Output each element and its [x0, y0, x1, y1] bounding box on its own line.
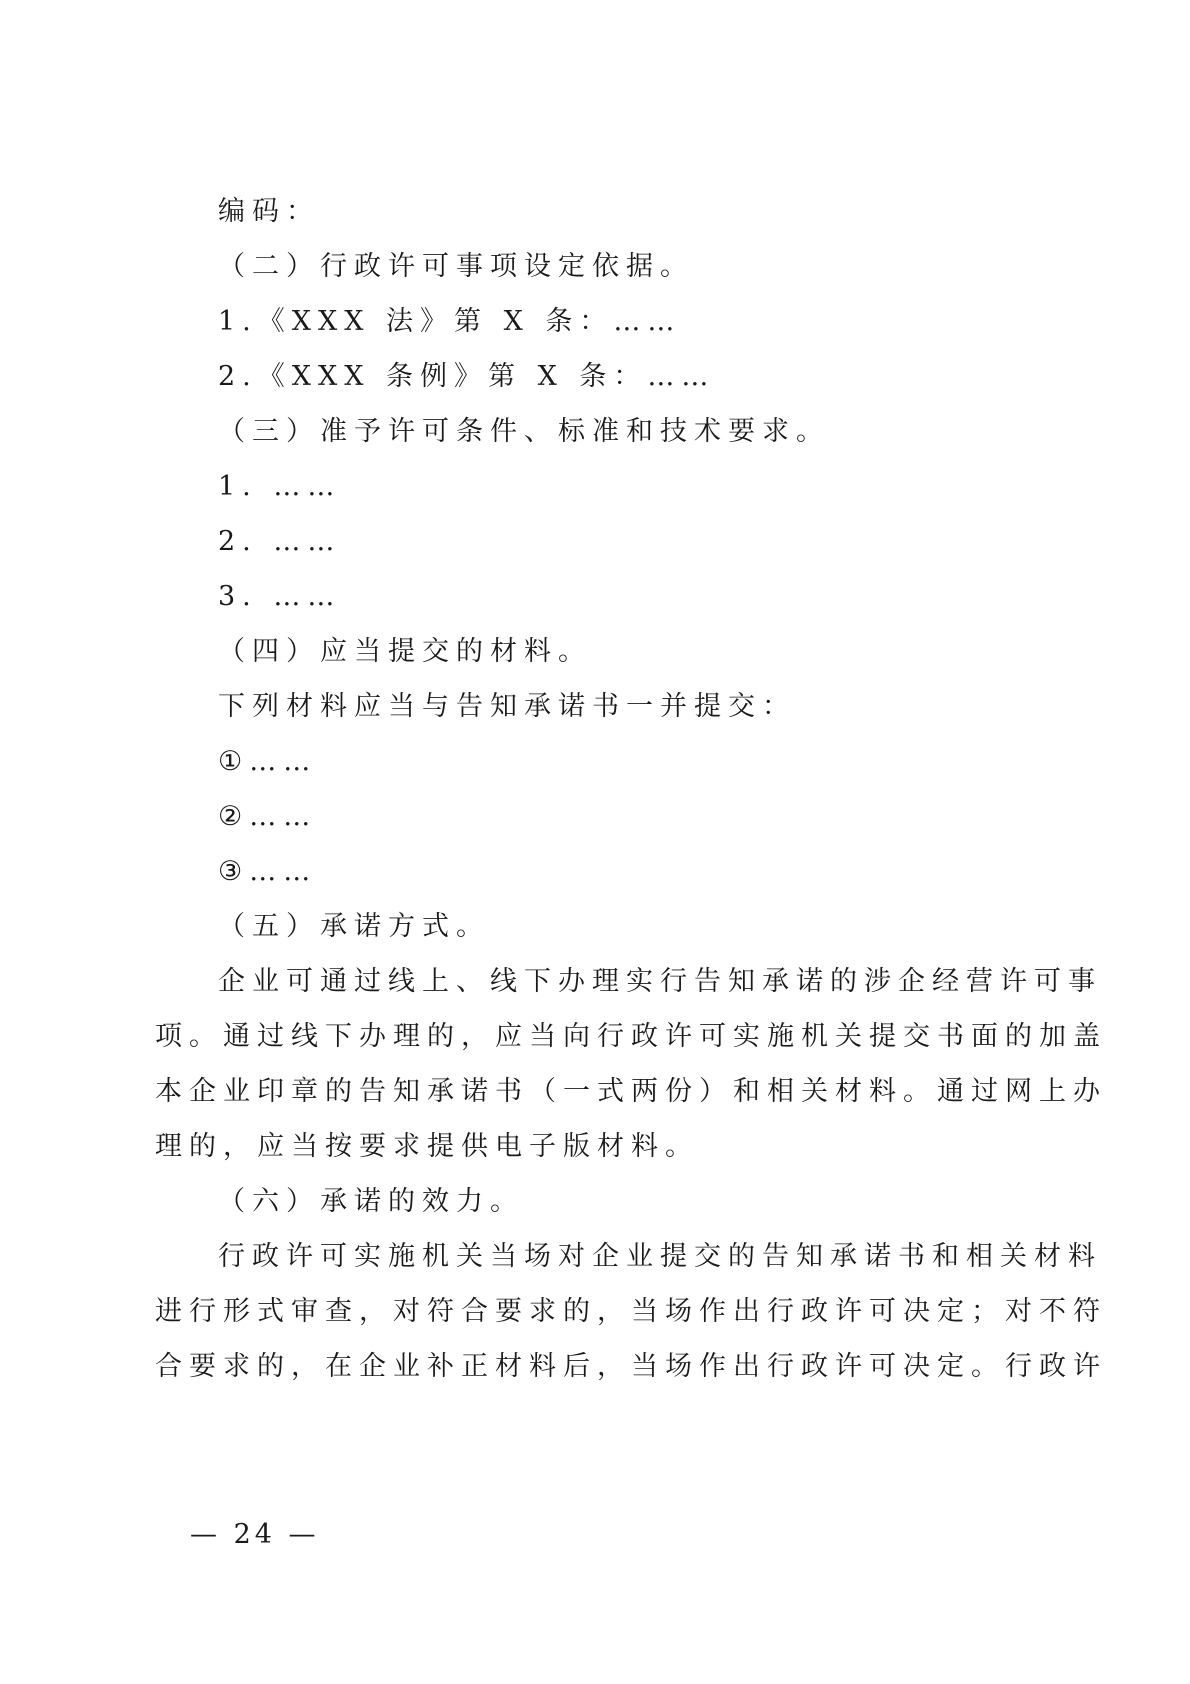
list-item: 1.《XXX 法》第 X 条：…… [218, 306, 682, 337]
list-item: 3. …… [218, 581, 342, 612]
list-item: 2.《XXX 条例》第 X 条：…… [218, 361, 716, 392]
paragraph-line: 行政许可实施机关当场对企业提交的告知承诺书和相关材料 [218, 1241, 1102, 1272]
paragraph-line: 理的，应当按要求提供电子版材料。 [155, 1131, 699, 1162]
paragraph-line: 合要求的，在企业补正材料后，当场作出行政许可决定。行政许 [155, 1351, 1107, 1382]
paragraph-line: 进行形式审查，对符合要求的，当场作出行政许可决定；对不符 [155, 1296, 1107, 1327]
text-line-code: 编码： [218, 196, 320, 227]
section-heading-4: （四）应当提交的材料。 [218, 636, 592, 667]
section-heading-5: （五）承诺方式。 [218, 911, 490, 942]
section-heading-2: （二）行政许可事项设定依据。 [218, 251, 694, 282]
list-item: ②…… [218, 801, 318, 832]
page-number: — 24 — [190, 1519, 320, 1550]
list-item: 2. …… [218, 526, 342, 557]
list-item: ①…… [218, 746, 318, 777]
section-heading-6: （六）承诺的效力。 [218, 1186, 524, 1217]
paragraph-line: 企业可通过线上、线下办理实行告知承诺的涉企经营许可事 [218, 966, 1102, 997]
list-item: ③…… [218, 856, 318, 887]
text-line: 下列材料应当与告知承诺书一并提交： [218, 691, 796, 722]
section-heading-3: （三）准予许可条件、标准和技术要求。 [218, 416, 830, 447]
paragraph-line: 本企业印章的告知承诺书（一式两份）和相关材料。通过网上办 [155, 1076, 1107, 1107]
paragraph-line: 项。通过线下办理的，应当向行政许可实施机关提交书面的加盖 [155, 1021, 1107, 1052]
list-item: 1. …… [218, 471, 342, 502]
